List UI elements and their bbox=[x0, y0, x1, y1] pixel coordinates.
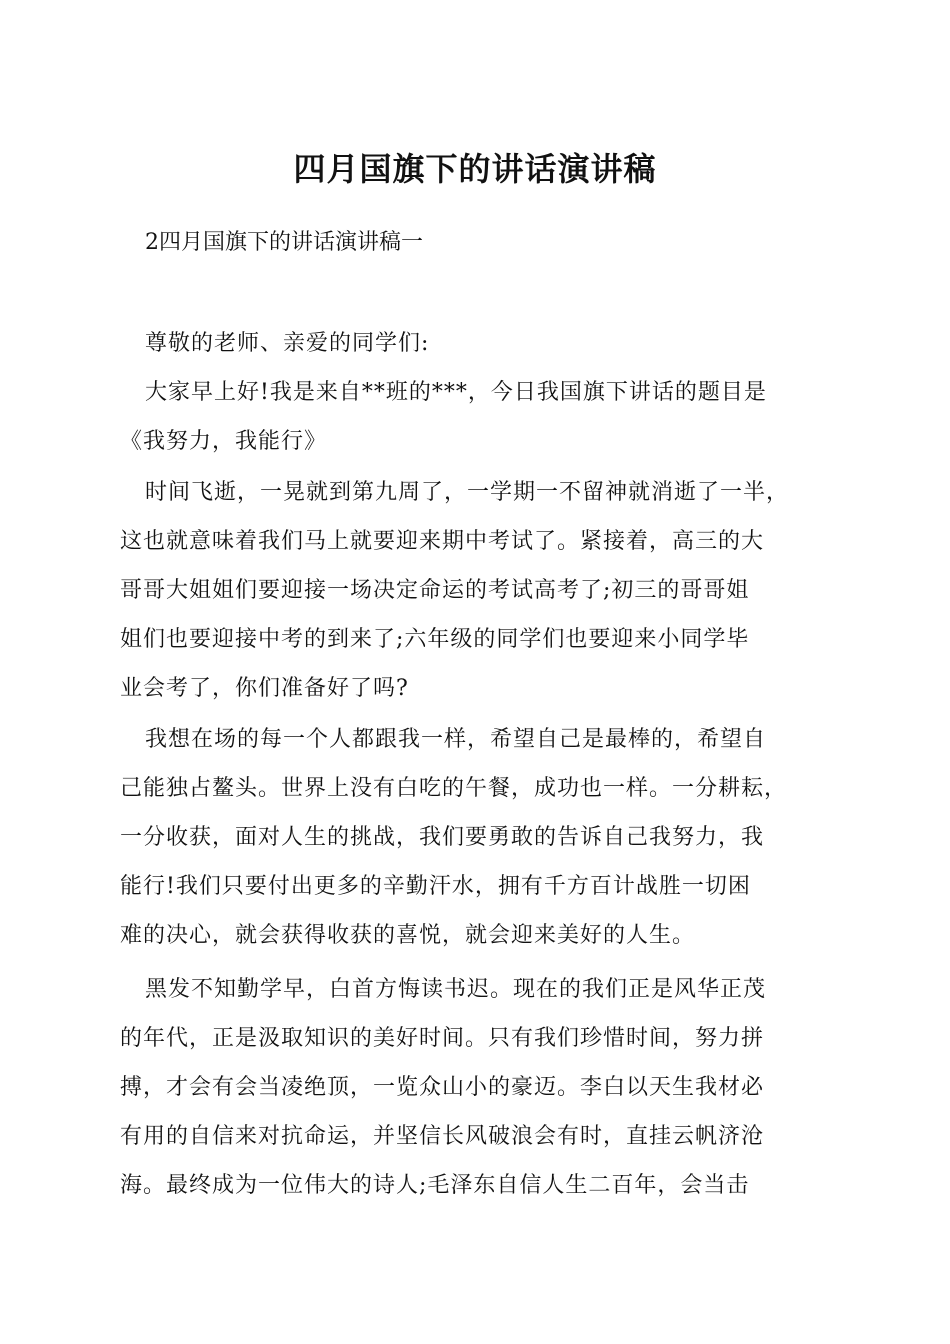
body-line: 黑发不知勤学早，白首方悔读书迟。现在的我们正是风华正茂 bbox=[145, 977, 767, 1002]
body-line: 这也就意味着我们马上就要迎来期中考试了。紧接着，高三的大 bbox=[120, 529, 765, 554]
body-line: 姐们也要迎接中考的到来了;六年级的同学们也要迎来小同学毕 bbox=[120, 627, 750, 652]
body-line: 大家早上好!我是来自**班的***，今日我国旗下讲话的题目是 bbox=[145, 380, 767, 405]
body-line: 业会考了，你们准备好了吗? bbox=[120, 676, 409, 701]
body-line: 搏，才会有会当凌绝顶，一览众山小的豪迈。李白以天生我材必 bbox=[120, 1075, 765, 1100]
body-line: 时间飞逝，一晃就到第九周了，一学期一不留神就消逝了一半， bbox=[145, 480, 790, 505]
greeting-line: 尊敬的老师、亲爱的同学们: bbox=[145, 331, 430, 356]
body-line: 有用的自信来对抗命运，并坚信长风破浪会有时，直挂云帆济沧 bbox=[120, 1124, 765, 1149]
body-line: 海。最终成为一位伟大的诗人;毛泽东自信人生二百年，会当击 bbox=[120, 1173, 750, 1198]
body-line: 一分收获，面对人生的挑战，我们要勇敢的告诉自己我努力，我 bbox=[120, 825, 765, 850]
document-subtitle: 2四月国旗下的讲话演讲稿一 bbox=[145, 230, 423, 255]
document-title: 四月国旗下的讲话演讲稿 bbox=[293, 150, 657, 188]
body-line: 己能独占鳌头。世界上没有白吃的午餐，成功也一样。一分耕耘， bbox=[120, 776, 788, 801]
body-line: 的年代，正是汲取知识的美好时间。只有我们珍惜时间，努力拼 bbox=[120, 1026, 765, 1051]
body-line: 能行!我们只要付出更多的辛勤汗水，拥有千方百计战胜一切困 bbox=[120, 874, 751, 899]
body-line: 哥哥大姐姐们要迎接一场决定命运的考试高考了;初三的哥哥姐 bbox=[120, 578, 750, 603]
body-line: 难的决心，就会获得收获的喜悦，就会迎来美好的人生。 bbox=[120, 923, 696, 948]
body-line: 《我努力，我能行》 bbox=[120, 429, 328, 454]
body-line: 我想在场的每一个人都跟我一样，希望自己是最棒的，希望自 bbox=[145, 727, 767, 752]
